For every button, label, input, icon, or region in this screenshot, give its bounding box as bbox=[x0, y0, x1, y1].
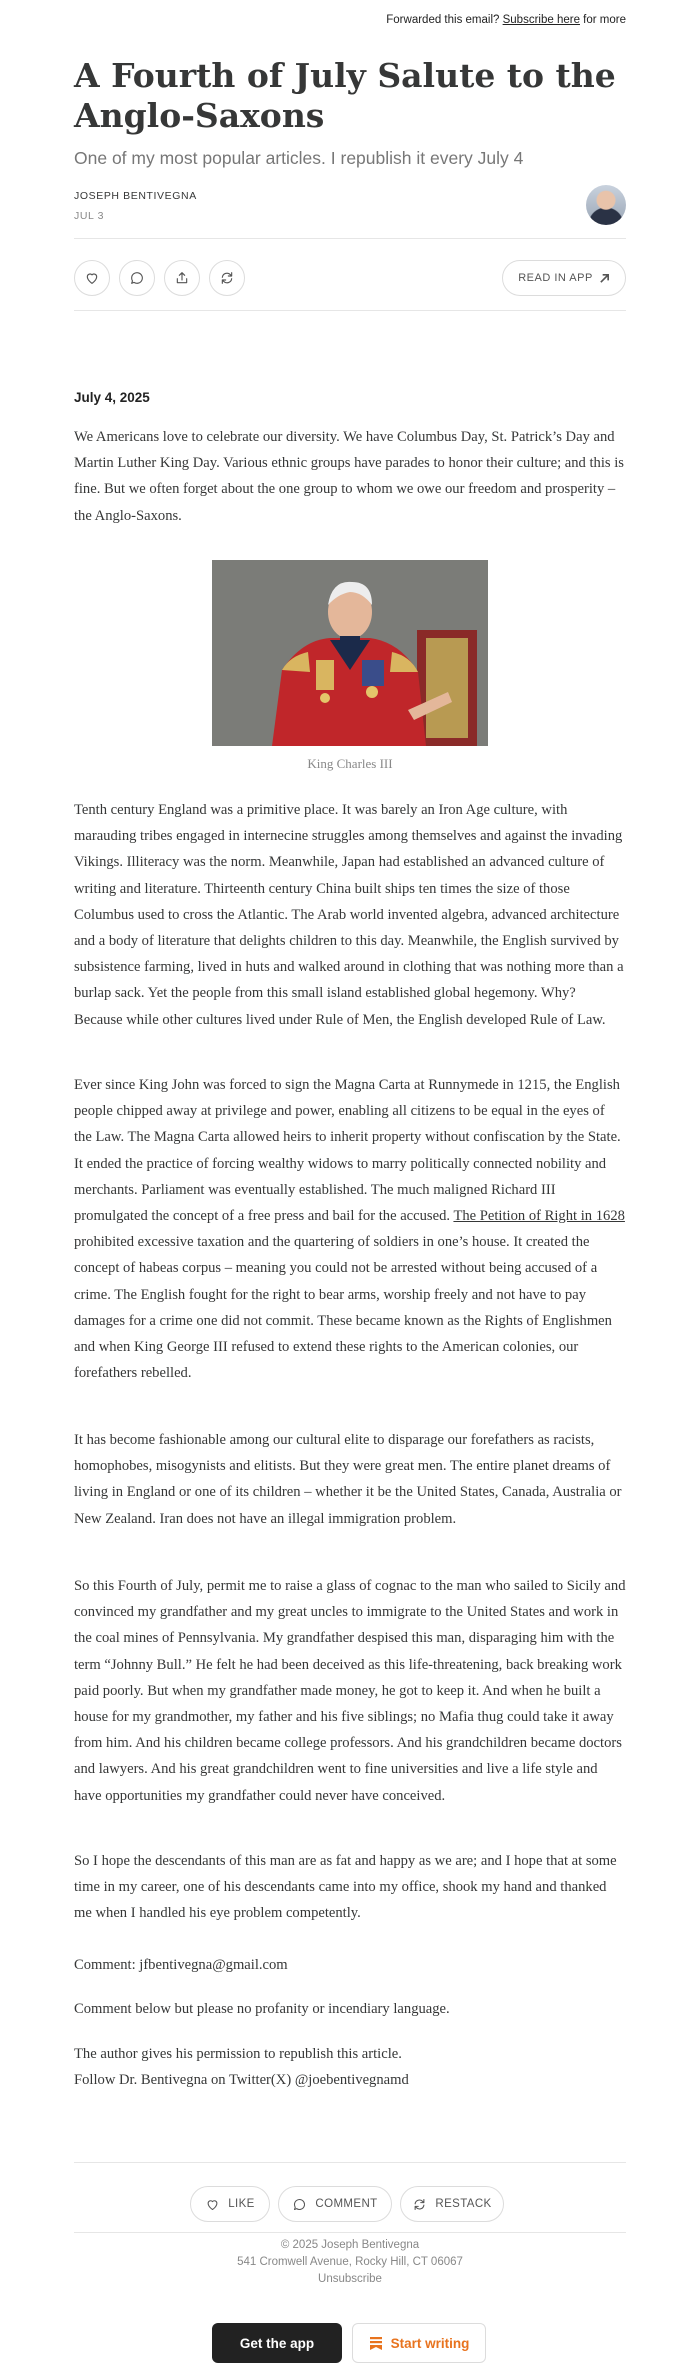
republish-notice: The author gives his permission to republish this article. bbox=[74, 2046, 402, 2062]
author-avatar[interactable] bbox=[586, 185, 626, 225]
post-date: JUL 3 bbox=[74, 210, 105, 222]
article-date-heading: July 4, 2025 bbox=[74, 390, 150, 405]
start-writing-button[interactable] bbox=[352, 2323, 486, 2363]
restack-label: RESTACK bbox=[435, 2198, 492, 2210]
postal-address: 541 Cromwell Avenue, Rocky Hill, CT 06067 bbox=[237, 2256, 463, 2268]
paragraph-5: So this Fourth of July, permit me to raise a glass of cognac to the man who sailed to Sicily and convinced my grandfather and my great uncles to immigrate to the United States and work in the coal mines of Pennsylvania. My grandfather despised this man, disparaging him with the term “Johnny Bull.” He felt he had been deceived as this life-threatening, back breaking work paid poorly. But when my grandfather made money, he got to keep it. And when he built a house for my grandmother, my father and his five siblings; no Mafia thug could take it away from him. And his children became college professors. And his grandchildren became doctors and lawyers. And his great grandchildren went to fine universities and live a life style and have opportunities my grandfather could never have conceived. bbox=[74, 1578, 626, 1804]
like-button[interactable] bbox=[74, 260, 110, 296]
read-in-app-label: READ IN APP bbox=[518, 272, 593, 284]
share-button[interactable] bbox=[164, 260, 200, 296]
read-in-app-button[interactable] bbox=[502, 260, 626, 296]
paragraph-3-end: prohibited excessive taxation and the quartering of soldiers in one’s house. It created the concept of habeas corpus – meaning you could not be arrested without being accused of a crime. The English fought for the right to bear arms, worship freely and not have to pay damages for a crime one did not commit. These became known as the Rights of Englishmen and when King George III refused to extend these rights to the American colonies, our forefathers rebelled. bbox=[74, 1234, 612, 1382]
author-name[interactable]: JOSEPH BENTIVEGNA bbox=[74, 190, 197, 202]
comment-email-line: Comment: jfbentivegna@gmail.com bbox=[74, 1957, 288, 1973]
restack-button[interactable] bbox=[209, 260, 245, 296]
paragraph-3 bbox=[74, 1072, 626, 1386]
unsubscribe-link[interactable]: Unsubscribe bbox=[318, 2273, 382, 2285]
restack-icon bbox=[412, 2197, 427, 2212]
divider bbox=[74, 2162, 626, 2163]
paragraph-2: Tenth century England was a primitive place. It was barely an Iron Age culture, with marauding tribes engaged in internecine struggles among themselves and against the invading Vikings. Illiteracy was the norm. Meanwhile, Japan had established an advanced culture of writing and literature. Thirteenth century China built ships ten times the size of those Columbus used to cross the Atlantic. The Arab world invented algebra, advanced architecture and a body of literature that delights children to this day. Meanwhile, the English survived by subsistence farming, lived in huts and walked around in clothing that was nothing more than a burlap sack. Yet the people from this small island established global hegemony. Why? Because while other cultures lived under Rule of Men, the English developed Rule of Law. bbox=[74, 802, 624, 1028]
get-the-app-label: Get the app bbox=[239, 2335, 315, 2351]
king-charles-photo[interactable] bbox=[212, 560, 488, 746]
forwarded-suffix: for more bbox=[583, 14, 626, 26]
restack-pill-button[interactable] bbox=[400, 2186, 504, 2222]
portrait-illustration bbox=[212, 560, 488, 746]
paragraph-6: So I hope the descendants of this man are as fat and happy as we are; and I hope that at some time in my career, one of his descendants came into my office, shook my hand and thanked me when I handled his eye problem competently. bbox=[74, 1853, 617, 1922]
share-icon bbox=[174, 270, 190, 286]
comment-label: COMMENT bbox=[315, 2198, 378, 2210]
post-subtitle: One of my most popular articles. I republish it every July 4 bbox=[74, 148, 524, 168]
comment-icon bbox=[292, 2197, 307, 2212]
divider bbox=[74, 310, 626, 311]
paragraph-1: We Americans love to celebrate our diversity. We have Columbus Day, St. Patrick’s Day and Martin Luther King Day. Various ethnic groups have parades to honor their culture; and this is fine. But we often forget about the one group to whom we owe our freedom and prosperity – the Anglo-Saxons. bbox=[74, 429, 624, 524]
twitter-follow-line: Follow Dr. Bentivegna on Twitter(X) @joebentivegnamd bbox=[74, 2072, 409, 2088]
forwarded-notice bbox=[386, 14, 626, 26]
like-pill-button[interactable] bbox=[190, 2186, 270, 2222]
paragraph-4: It has become fashionable among our cultural elite to disparage our forefathers as racists, homophobes, misogynists and elitists. But they were great men. The entire planet dreams of living in England or one of its children – whether it be the United States, Canada, Australia or New Zealand. Iran does not have an illegal immigration problem. bbox=[74, 1432, 622, 1527]
divider bbox=[74, 2232, 626, 2233]
arrow-up-right-icon bbox=[599, 273, 610, 284]
comment-policy-line: Comment below but please no profanity or incendiary language. bbox=[74, 2001, 450, 2017]
paragraph-3-start: Ever since King John was forced to sign the Magna Carta at Runnymede in 1215, the English people chipped away at privilege and power, enabling all citizens to be equal in the eyes of the Law. The Magna Carta allowed heirs to inherit property without confiscation by the State. It ended the practice of forcing wealthy widows to marry politically connected nobility and merchants. Parliament was eventually established. The much maligned Richard III promulgated the concept of a free press and bail for the accused. bbox=[74, 1077, 621, 1225]
heart-icon bbox=[205, 2197, 220, 2212]
subscribe-link[interactable]: Subscribe here bbox=[502, 14, 580, 26]
comment-icon bbox=[129, 270, 145, 286]
restack-icon bbox=[219, 270, 235, 286]
get-the-app-button[interactable] bbox=[212, 2323, 342, 2363]
bookmark-icon bbox=[369, 2336, 383, 2350]
like-label: LIKE bbox=[228, 2198, 255, 2210]
heart-icon bbox=[84, 270, 100, 286]
divider bbox=[74, 238, 626, 239]
petition-of-right-link[interactable]: The Petition of Right in 1628 bbox=[453, 1208, 625, 1225]
post-title: A Fourth of July Salute to the Anglo-Saxons bbox=[74, 56, 616, 135]
comment-pill-button[interactable] bbox=[278, 2186, 392, 2222]
forwarded-prefix: Forwarded this email? bbox=[386, 14, 500, 26]
image-caption: King Charles III bbox=[307, 756, 393, 771]
start-writing-label: Start writing bbox=[390, 2335, 470, 2351]
comment-button[interactable] bbox=[119, 260, 155, 296]
copyright: © 2025 Joseph Bentivegna bbox=[280, 2239, 420, 2251]
